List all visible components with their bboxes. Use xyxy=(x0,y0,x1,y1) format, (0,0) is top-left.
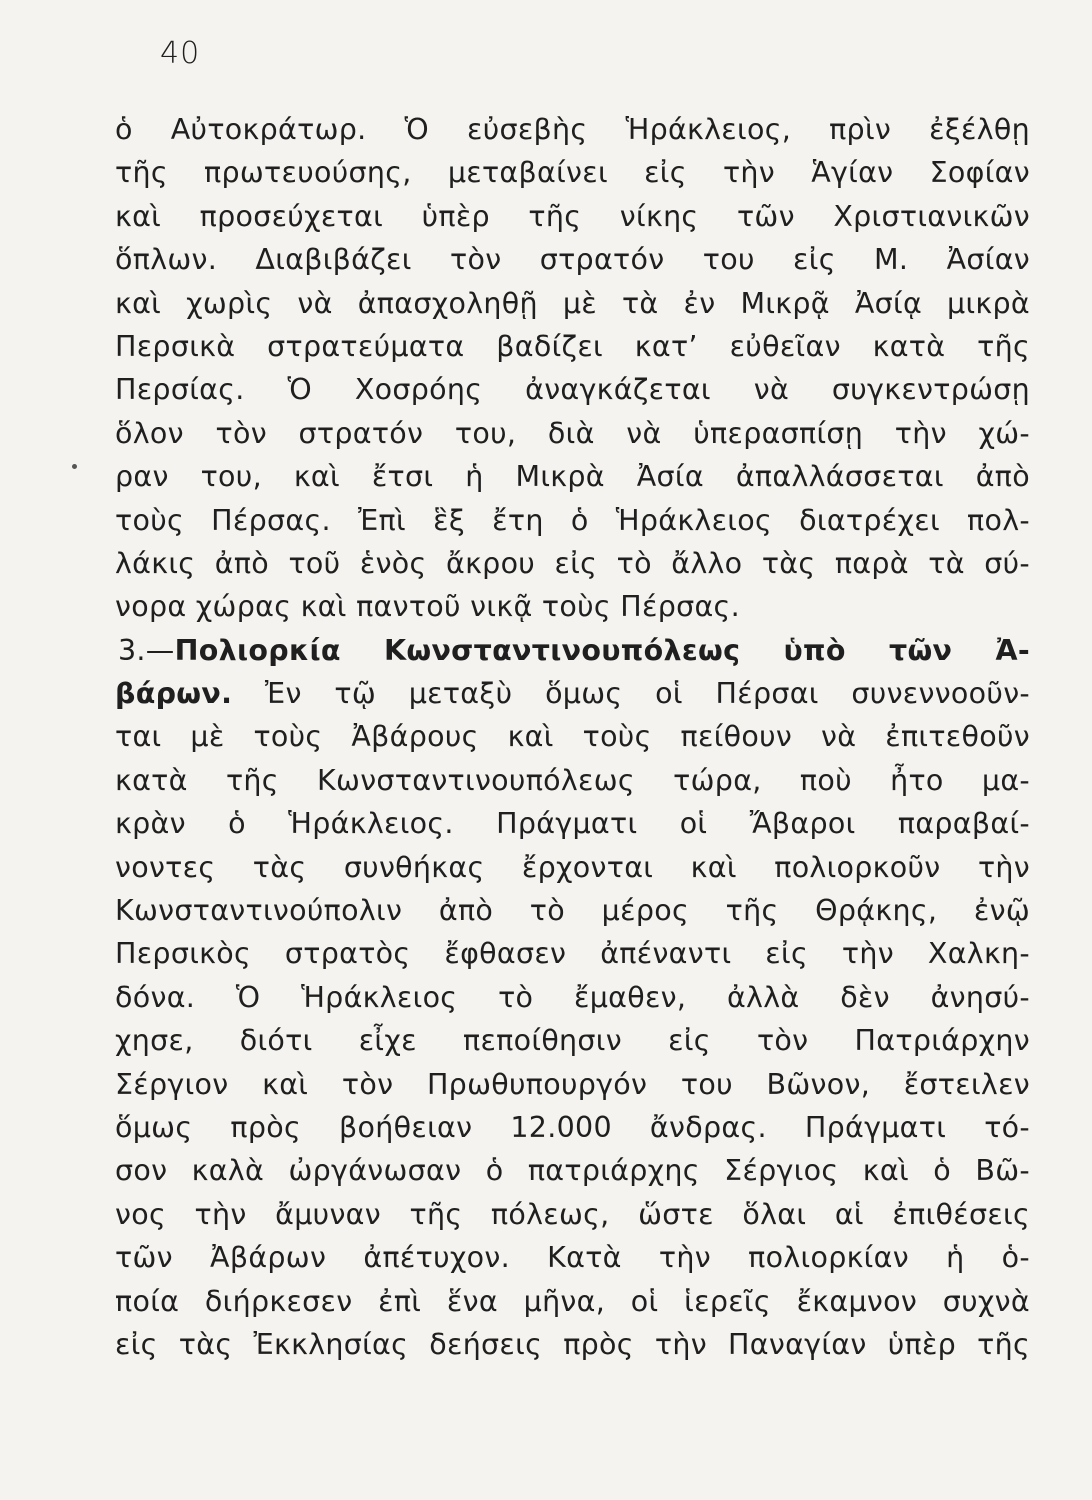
text-line: ται μὲ τοὺς Ἀβάρους καὶ τοὺς πείθουν νὰ ἐπιτεθοῦν xyxy=(115,720,1030,754)
text-line: χησε, διότι εἶχε πεποίθησιν εἰς τὸν Πατριάρχην xyxy=(115,1024,1030,1058)
text-line: ὁ Αὐτοκράτωρ. Ὁ εὐσεβὴς Ἡράκλειος, πρὶν ἐξέλθῃ xyxy=(115,113,1030,146)
text-line: Περσίας. Ὁ Χοσρόης ἀναγκάζεται νὰ συγκεντρώσῃ xyxy=(115,373,1030,407)
text-line: ὅμως πρὸς βοήθειαν 12.000 ἄνδρας. Πράγματι τό- xyxy=(115,1110,1030,1144)
text-line: ὅπλων. Διαβιβάζει τὸν στρατόν του εἰς Μ. Ἀσίαν xyxy=(115,243,1030,277)
text-line: καὶ προσεύχεται ὑπὲρ τῆς νίκης τῶν Χριστιανικῶν xyxy=(115,199,1030,233)
section-heading-end: βάρων. xyxy=(115,677,233,711)
text-line: Περσικὸς στρατὸς ἔφθασεν ἀπέναντι εἰς τὴν Χαλκη- xyxy=(115,937,1030,971)
section-heading-line xyxy=(115,629,1030,672)
text-line: λάκις ἀπὸ τοῦ ἑνὸς ἄκρου εἰς τὸ ἄλλο τὰς παρὰ τὰ σύ- xyxy=(115,546,1030,580)
section-heading-continuation xyxy=(115,672,1030,715)
body-text xyxy=(115,108,1030,1366)
text-line: ὅλον τὸν στρατόν του, διὰ νὰ ὑπερασπίσῃ τὴν χώ- xyxy=(115,416,1030,450)
section-number: 3.— xyxy=(118,633,175,667)
text-line: δόνα. Ὁ Ἡράκλειος τὸ ἔμαθεν, ἀλλὰ δὲν ἀνησύ- xyxy=(115,980,1030,1014)
text-line: νορα χώρας καὶ παντοῦ νικᾷ τοὺς Πέρσας. xyxy=(115,590,740,624)
page-number: 40 xyxy=(160,36,201,71)
margin-dot xyxy=(72,464,77,469)
text-line: νος τὴν ἄμυναν τῆς πόλεως, ὥστε ὅλαι αἱ ἐπιθέσεις xyxy=(115,1197,1030,1231)
text-line: τῶν Ἀβάρων ἀπέτυχον. Κατὰ τὴν πολιορκίαν ἡ ὁ- xyxy=(115,1241,1030,1275)
section-heading: Πολιορκία Κωνσταντινουπόλεως ὑπὸ τῶν Ἀ- xyxy=(174,633,1030,667)
text-line: εἰς τὰς Ἐκκλησίας δεήσεις πρὸς τὴν Παναγίαν ὑπὲρ τῆς xyxy=(115,1327,1030,1361)
section-first-line: Ἐν τῷ μεταξὺ ὅμως οἱ Πέρσαι συνεννοοῦν- xyxy=(264,677,1031,711)
text-line: κρὰν ὁ Ἡράκλειος. Πράγματι οἱ Ἄβαροι παραβαί- xyxy=(115,807,1030,841)
text-line: καὶ χωρὶς νὰ ἀπασχοληθῇ μὲ τὰ ἐν Μικρᾷ Ἀσίᾳ μικρὰ xyxy=(115,286,1030,320)
text-line: ραν του, καὶ ἔτσι ἡ Μικρὰ Ἀσία ἀπαλλάσσεται ἀπὸ xyxy=(115,460,1030,494)
text-line: Περσικὰ στρατεύματα βαδίζει κατ’ εὐθεῖαν κατὰ τῆς xyxy=(115,329,1030,363)
text-line: ποία διήρκεσεν ἐπὶ ἕνα μῆνα, οἱ ἱερεῖς ἔκαμνον συχνὰ xyxy=(115,1284,1030,1318)
text-line: Κωνσταντινούπολιν ἀπὸ τὸ μέρος τῆς Θρᾴκης, ἐνῷ xyxy=(115,894,1030,928)
text-line: νοντες τὰς συνθήκας ἔρχονται καὶ πολιορκοῦν τὴν xyxy=(115,850,1030,884)
text-line: Σέργιον καὶ τὸν Πρωθυπουργόν του Βῶνον, ἔστειλεν xyxy=(115,1067,1030,1101)
text-line: σον καλὰ ὠργάνωσαν ὁ πατριάρχης Σέργιος καὶ ὁ Βῶ- xyxy=(115,1154,1030,1188)
text-line: τῆς πρωτευούσης, μεταβαίνει εἰς τὴν Ἁγίαν Σοφίαν xyxy=(115,156,1030,190)
text-line: κατὰ τῆς Κωνσταντινουπόλεως τώρα, ποὺ ἦτο μα- xyxy=(115,763,1030,797)
text-line: τοὺς Πέρσας. Ἐπὶ ἓξ ἔτη ὁ Ἡράκλειος διατρέχει πολ- xyxy=(115,503,1030,537)
